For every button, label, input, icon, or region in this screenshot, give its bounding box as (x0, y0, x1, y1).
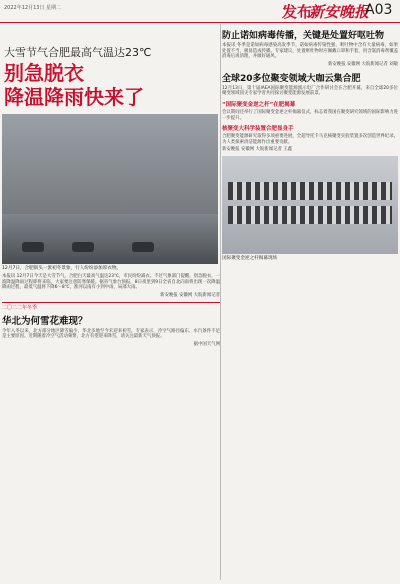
right-article2-byline: 新安晚报 安徽网 大皖新闻记者 王鑫 (222, 147, 293, 153)
right-article2-subhead2: 核聚变大科学装置合肥显身手 (222, 126, 294, 133)
masthead (0, 0, 400, 23)
lead-photo-caption: 12月7日，合肥街头一派初冬景象，行人纷纷添加厚衣物。 (2, 266, 122, 271)
group-photo (222, 156, 398, 254)
right-article1-byline: 新安晚报 安徽网 大皖新闻记者 刘敏 (327, 61, 398, 67)
lead-headline-line2[interactable]: 降温降雨快来了 (4, 85, 144, 109)
left-column (2, 40, 220, 347)
article2-body: 今年入冬以来，北方部分地区降雪偏少，华北多地至今未迎来初雪。专家表示，冷空气路径偏东、水汽条件不足是主要原因。近期随着冷空气活动频繁，北方有望迎来降雪，请关注最新天气预报。 (2, 328, 220, 340)
lead-byline: 新安晚报 安徽网 大皖新闻记者 (160, 292, 220, 298)
photo-car (22, 242, 44, 252)
group-photo-caption: 国际聚变金逆之杆揭幕现场 (222, 256, 278, 262)
right-article2-body3: 合肥聚变能源研究取得多项重要进展，全超导托卡马克核聚变实验装置多次创造世界纪录，为人类探索清洁能源作出重要贡献。 (222, 134, 398, 145)
section-title: 发布 (282, 3, 313, 21)
column-divider (220, 24, 221, 580)
article2-headline[interactable]: 华北为何雪花难现？ (2, 315, 88, 327)
lead-body: 本报讯 12月7日今天是大雪节气，合肥白天最高气温达23℃，市民纷纷减衣。不过气象部门提醒，别急脱衣，一波降温降雨过程即将来临，大家要注意防寒保暖。据省气象台预报，8日夜里到9日全省自北向南将出现一次降温降雨过程，最低气温将下降6～8℃，淮河以南有小到中雨，局部大雨。 (2, 274, 220, 291)
newspaper-logo: 新安晚报 (309, 3, 370, 21)
issue-date: 2022年12月13日 星期二 (4, 5, 62, 11)
photo-car (132, 242, 154, 252)
photo-car (72, 242, 94, 252)
right-article2-subhead1: “国际聚变金逆之杆”在肥揭幕 (222, 101, 296, 108)
photo-people-row (228, 182, 392, 200)
right-article2-body2: 会议期间还举行了国际聚变金逆之杆揭幕仪式，标志着我国在聚变研究领域的国际影响力进一步提升。 (222, 109, 398, 121)
photo-road (2, 214, 218, 264)
article2-byline: 据中国天气网 (193, 341, 220, 347)
right-article1-headline[interactable]: 防止诺如病毒传播，关键是处置好呕吐物 (222, 31, 385, 41)
lead-headline-line1[interactable]: 别急脱衣 (4, 61, 84, 85)
photo-people-row (228, 206, 392, 224)
right-article2-body: 12月13日，第十届IAEA国际聚变能源演示电厂合作研讨会在合肥开幕，来自全球20多位聚变领域顶尖专家学者共同探讨聚变能源发展前景。 (222, 85, 398, 97)
sub-section-label: 二〇二二年冬季 (2, 302, 220, 311)
lead-photo (2, 114, 218, 264)
right-article2-headline[interactable]: 全球20多位聚变领域大咖云集合肥 (222, 73, 361, 84)
page-number: A03 (365, 2, 393, 18)
right-column (222, 24, 398, 262)
lead-kicker: 大雪节气合肥最高气温达23℃ (4, 46, 152, 59)
right-article1-body: 本报讯 冬季是诺如病毒感染高发季节。诺如病毒传染性强，呕吐物中含有大量病毒，如果处置不当，极易造成传播。专家建议，处置呕吐物时应佩戴口罩和手套，用含氯消毒剂覆盖消毒后再清理，并做好通风。 (222, 43, 398, 60)
